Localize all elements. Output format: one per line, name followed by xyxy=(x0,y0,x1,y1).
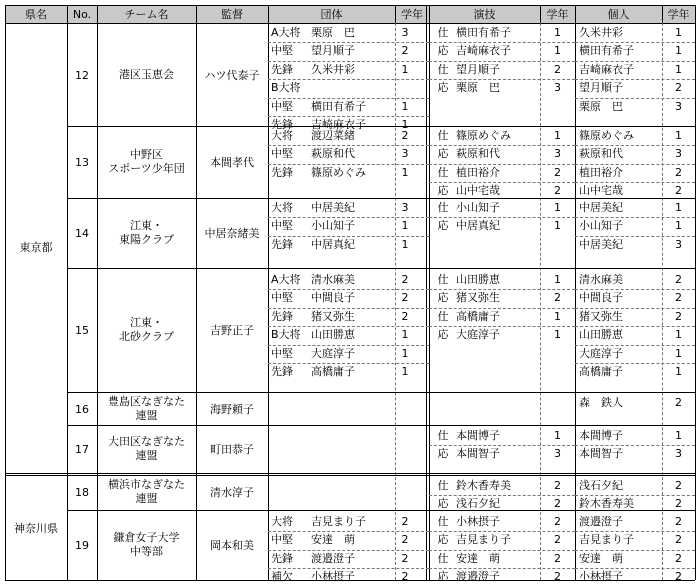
member-grade: 2 xyxy=(554,497,561,511)
member-name: 中居美紀 xyxy=(579,201,623,214)
team-number: 18 xyxy=(75,485,89,499)
member-name: 猪又弥生 xyxy=(311,309,355,323)
grid-row-line xyxy=(429,550,575,551)
engi-role: 応 xyxy=(437,81,449,95)
grid-row-line xyxy=(575,345,695,346)
member-grade: 1 xyxy=(675,62,682,76)
member-grade: 2 xyxy=(675,273,682,286)
member-name: 本間博子 xyxy=(579,429,623,442)
team-number: 17 xyxy=(75,443,89,456)
team-position: A大将 xyxy=(271,26,301,39)
grid-row-line xyxy=(429,495,575,496)
team-position: 補欠 xyxy=(271,570,293,584)
grid-row-line xyxy=(268,79,429,80)
member-grade: 2 xyxy=(675,551,682,565)
member-name: 小林摂子 xyxy=(579,570,623,584)
coach-name: 海野頼子 xyxy=(210,402,254,416)
member-name: 横田有希子 xyxy=(456,26,511,39)
member-name: 中間良子 xyxy=(579,291,623,305)
member-name: 清水麻美 xyxy=(579,273,623,286)
member-grade: 2 xyxy=(554,551,561,565)
team-position: 先鋒 xyxy=(271,62,293,76)
member-name: 小林摂子 xyxy=(311,570,355,584)
member-name: 小山知子 xyxy=(456,201,500,214)
member-name: 萩原和代 xyxy=(579,147,623,161)
team-position: 大将 xyxy=(271,201,293,214)
engi-role: 仕 xyxy=(437,479,449,492)
coach-name: 町田恭子 xyxy=(210,443,254,456)
member-name: 安達 萌 xyxy=(579,551,623,565)
column-header: 団体 xyxy=(320,8,343,21)
member-name: 久米井彩 xyxy=(311,62,355,76)
member-name: 大庭淳子 xyxy=(311,346,355,360)
grid-row-line xyxy=(67,425,695,426)
team-name: 連盟 xyxy=(135,408,158,422)
engi-role: 仕 xyxy=(437,309,449,323)
column-header: 県名 xyxy=(25,8,47,21)
member-grade: 1 xyxy=(675,429,682,442)
member-grade: 3 xyxy=(675,147,682,161)
team-name: 鎌倉女子大学 xyxy=(113,531,180,544)
member-name: 久米井彩 xyxy=(579,26,623,39)
member-name: 中居美紀 xyxy=(311,201,355,214)
grid-row-line xyxy=(429,445,575,446)
team-position: 先鋒 xyxy=(271,237,293,251)
team-number: 16 xyxy=(75,402,89,416)
member-grade: 2 xyxy=(554,479,561,492)
team-position: 中堅 xyxy=(271,533,293,547)
grid-col-line xyxy=(268,5,269,580)
member-name: 栗原 巴 xyxy=(311,26,355,39)
grid-row-line xyxy=(429,289,575,290)
team-position: 先鋒 xyxy=(271,309,293,323)
grid-row-line xyxy=(429,164,575,165)
grid-row-line xyxy=(575,164,695,165)
member-grade: 2 xyxy=(401,44,409,58)
member-name: 高橋庸子 xyxy=(579,365,623,378)
engi-role: 仕 xyxy=(437,129,449,142)
grid-col-line xyxy=(426,5,427,580)
grid-row-line xyxy=(575,98,695,99)
member-grade: 2 xyxy=(554,533,561,547)
engi-role: 仕 xyxy=(437,165,449,179)
member-name: 渡辺菜緒 xyxy=(311,129,355,142)
grid-row-line xyxy=(429,326,575,327)
member-grade: 1 xyxy=(554,26,561,39)
engi-role: 応 xyxy=(437,533,449,547)
grid-row-line xyxy=(575,308,695,309)
member-name: 山中宅哉 xyxy=(456,184,500,198)
member-name: 吉崎麻衣子 xyxy=(311,118,366,131)
grid-row-line xyxy=(268,289,429,290)
member-name: 鈴木香寿美 xyxy=(579,497,634,511)
team-position: 中堅 xyxy=(271,291,293,305)
grid-col-line xyxy=(540,5,541,23)
member-name: 望月順子 xyxy=(456,62,500,76)
coach-name: 中居奈緒美 xyxy=(204,227,260,240)
team-name: 豊島区なぎなた xyxy=(108,394,185,408)
grid-col-line xyxy=(662,5,663,23)
grid-row-line xyxy=(268,345,429,346)
team-number: 13 xyxy=(75,156,89,169)
grid-row-line xyxy=(429,42,575,43)
member-grade: 3 xyxy=(554,81,561,95)
member-grade: 2 xyxy=(401,129,409,142)
member-name: 渡邉澄子 xyxy=(456,570,500,584)
member-name: 望月順子 xyxy=(311,44,355,58)
member-name: 本間智子 xyxy=(579,447,623,461)
team-position: 中堅 xyxy=(271,147,293,161)
grid-row-line xyxy=(575,531,695,532)
grid-row-line xyxy=(268,217,429,218)
member-name: 鈴木香寿美 xyxy=(456,479,511,492)
member-grade: 2 xyxy=(675,570,682,584)
member-grade: 2 xyxy=(401,291,409,305)
engi-role: 仕 xyxy=(437,62,449,76)
member-name: 高橋庸子 xyxy=(456,309,500,323)
grid-row-line xyxy=(575,445,695,446)
grid-row-line xyxy=(575,182,695,183)
member-name: 猪又弥生 xyxy=(579,309,623,323)
member-grade: 2 xyxy=(554,165,561,179)
engi-role: 応 xyxy=(437,291,449,305)
grid-row-line xyxy=(268,98,429,99)
column-header: No. xyxy=(72,8,92,21)
grid-row-line xyxy=(429,61,575,62)
member-name: 横田有希子 xyxy=(579,44,634,58)
member-grade: 1 xyxy=(675,365,682,378)
grid-col-line xyxy=(5,5,6,580)
member-name: 吉崎麻衣子 xyxy=(456,44,511,58)
grid-row-line xyxy=(268,145,429,146)
column-header: 個人 xyxy=(607,8,630,21)
member-grade: 2 xyxy=(554,570,561,584)
coach-name: ハツ代泰子 xyxy=(204,68,260,82)
member-name: 小林摂子 xyxy=(456,515,500,528)
coach-name: 清水淳子 xyxy=(210,485,254,499)
grid-row-line xyxy=(575,326,695,327)
engi-role: 仕 xyxy=(437,201,449,214)
prefecture-name: 東京都 xyxy=(19,241,53,254)
member-name: 大庭淳子 xyxy=(456,328,500,342)
member-name: 浅石夕紀 xyxy=(456,497,500,511)
member-grade: 1 xyxy=(675,328,682,342)
grid-row-line xyxy=(268,116,429,117)
member-name: 大庭淳子 xyxy=(579,346,623,360)
team-number: 14 xyxy=(75,227,89,240)
grid-col-line xyxy=(429,5,430,580)
member-grade: 2 xyxy=(675,515,682,528)
member-name: 山中宅哉 xyxy=(579,184,623,198)
member-grade: 1 xyxy=(554,273,561,286)
member-name: 中居真紀 xyxy=(311,237,355,251)
member-grade: 3 xyxy=(675,237,682,251)
engi-role: 仕 xyxy=(437,515,449,528)
member-grade: 1 xyxy=(675,129,682,142)
member-grade: 3 xyxy=(401,26,409,39)
coach-name: 本間孝代 xyxy=(210,156,254,169)
grid-row-line xyxy=(5,5,695,6)
member-grade: 2 xyxy=(675,479,682,492)
grid-row-line xyxy=(429,145,575,146)
member-name: 篠原めぐみ xyxy=(311,165,366,179)
member-grade: 1 xyxy=(675,44,682,58)
grid-row-line xyxy=(5,475,695,476)
member-name: 植田裕介 xyxy=(456,165,500,179)
team-name: 東陽クラブ xyxy=(119,233,174,246)
member-name: 吉見まり子 xyxy=(456,533,511,547)
grid-row-line xyxy=(575,550,695,551)
engi-role: 応 xyxy=(437,497,449,511)
engi-role: 仕 xyxy=(437,551,449,565)
column-header: 演技 xyxy=(473,8,496,21)
grid-row-line xyxy=(268,42,429,43)
grid-row-line xyxy=(268,550,429,551)
member-grade: 2 xyxy=(401,551,409,565)
engi-role: 応 xyxy=(437,570,449,584)
grid-row-line xyxy=(429,182,575,183)
grid-row-line xyxy=(575,363,695,364)
member-grade: 1 xyxy=(554,44,561,58)
grid-row-line xyxy=(268,236,429,237)
team-name: 中野区 xyxy=(130,148,163,161)
member-grade: 3 xyxy=(675,447,682,461)
grid-col-line xyxy=(395,5,396,23)
member-grade: 1 xyxy=(401,165,409,179)
team-position: 先鋒 xyxy=(271,165,293,179)
member-grade: 2 xyxy=(401,273,409,286)
member-name: 本間智子 xyxy=(456,447,500,461)
team-name: 大田区なぎなた xyxy=(108,435,185,448)
team-number: 19 xyxy=(75,539,89,552)
team-position: 中堅 xyxy=(271,44,293,58)
team-name: 連盟 xyxy=(135,449,158,462)
grid-row-line xyxy=(268,568,429,569)
member-name: 栗原 巴 xyxy=(579,99,623,113)
engi-role: 応 xyxy=(437,44,449,58)
team-position: B大将 xyxy=(271,81,301,95)
grid-row-line xyxy=(268,308,429,309)
member-grade: 1 xyxy=(554,429,561,442)
member-grade: 2 xyxy=(401,309,409,323)
member-grade: 1 xyxy=(401,365,409,378)
engi-role: 仕 xyxy=(437,429,449,442)
grid-row-line xyxy=(575,61,695,62)
member-grade: 3 xyxy=(401,201,409,214)
grid-row-line xyxy=(429,217,575,218)
member-name: 猪又弥生 xyxy=(456,291,500,305)
team-name: 横浜市なぎなた xyxy=(108,477,185,491)
member-name: 萩原和代 xyxy=(311,147,355,161)
grid-row-line xyxy=(5,23,695,24)
team-position: 大将 xyxy=(271,129,293,142)
member-name: 吉見まり子 xyxy=(311,515,366,528)
member-grade: 1 xyxy=(401,99,409,113)
team-position: 大将 xyxy=(271,515,293,528)
grid-col-line xyxy=(695,5,696,580)
grid-row-line xyxy=(67,268,695,269)
team-number: 12 xyxy=(75,68,89,82)
member-grade: 2 xyxy=(554,291,561,305)
engi-role: 仕 xyxy=(437,26,449,39)
grid-row-line xyxy=(67,198,695,199)
member-grade: 2 xyxy=(401,533,409,547)
member-name: 吉崎麻衣子 xyxy=(579,62,634,76)
team-number: 15 xyxy=(75,324,89,337)
column-header: 学年 xyxy=(546,8,569,21)
team-name: 連盟 xyxy=(135,491,158,505)
member-name: 植田裕介 xyxy=(579,165,623,179)
member-name: 小山知子 xyxy=(579,219,623,233)
member-name: 小山知子 xyxy=(311,219,355,233)
team-position: 先鋒 xyxy=(271,365,293,378)
member-name: 中居美紀 xyxy=(579,237,623,251)
member-grade: 2 xyxy=(675,396,682,409)
member-name: 栗原 巴 xyxy=(456,81,500,95)
team-position: 中堅 xyxy=(271,219,293,233)
grid-row-line xyxy=(575,145,695,146)
team-position: 先鋒 xyxy=(271,118,293,131)
team-position: 先鋒 xyxy=(271,551,293,565)
member-grade: 2 xyxy=(675,533,682,547)
member-name: 安達 萌 xyxy=(311,533,355,547)
member-name: 吉見まり子 xyxy=(579,533,634,547)
member-grade: 3 xyxy=(675,99,682,113)
member-name: 本間博子 xyxy=(456,429,500,442)
prefecture-name: 神奈川県 xyxy=(14,522,58,535)
coach-name: 吉野正子 xyxy=(210,324,254,337)
team-position: 中堅 xyxy=(271,99,293,113)
member-name: 篠原めぐみ xyxy=(456,129,511,142)
engi-role: 応 xyxy=(437,447,449,461)
member-name: 渡邉澄子 xyxy=(579,515,623,528)
member-name: 渡邉澄子 xyxy=(311,551,355,565)
member-name: 篠原めぐみ xyxy=(579,129,634,142)
team-name: 江東・ xyxy=(130,316,163,329)
team-name: 港区玉恵会 xyxy=(119,67,174,81)
grid-row-line xyxy=(268,326,429,327)
member-grade: 2 xyxy=(675,309,682,323)
member-grade: 1 xyxy=(554,309,561,323)
member-grade: 1 xyxy=(554,129,561,142)
member-name: 浅石夕紀 xyxy=(579,479,623,492)
member-name: 中居真紀 xyxy=(456,219,500,233)
column-header: 学年 xyxy=(667,8,690,21)
member-name: 望月順子 xyxy=(579,81,623,95)
member-grade: 2 xyxy=(401,515,409,528)
grid-row-line xyxy=(429,531,575,532)
member-name: 山田勝恵 xyxy=(456,273,500,286)
grid-row-line xyxy=(575,236,695,237)
column-header: チーム名 xyxy=(124,8,169,21)
team-name: スポーツ少年団 xyxy=(108,162,185,175)
column-header: 監督 xyxy=(221,8,243,21)
grid-row-line xyxy=(67,392,695,393)
grid-row-line xyxy=(575,289,695,290)
member-name: 中間良子 xyxy=(311,291,355,305)
member-grade: 1 xyxy=(401,219,409,233)
engi-role: 応 xyxy=(437,147,449,161)
grid-row-line xyxy=(575,217,695,218)
grid-row-line xyxy=(429,79,575,80)
grid-row-line xyxy=(575,495,695,496)
member-name: 清水麻美 xyxy=(311,273,355,286)
grid-col-line xyxy=(575,5,576,580)
member-grade: 2 xyxy=(675,184,682,198)
member-grade: 1 xyxy=(401,237,409,251)
member-grade: 2 xyxy=(401,570,409,584)
member-grade: 3 xyxy=(401,147,409,161)
coach-name: 岡本和美 xyxy=(210,539,254,552)
grid-row-line xyxy=(268,61,429,62)
engi-role: 仕 xyxy=(437,273,449,286)
member-name: 山田勝恵 xyxy=(311,328,355,342)
member-grade: 1 xyxy=(401,62,409,76)
team-position: A大将 xyxy=(271,273,301,286)
grid-row-line xyxy=(575,79,695,80)
grid-row-line xyxy=(575,568,695,569)
member-grade: 3 xyxy=(554,447,561,461)
member-grade: 1 xyxy=(554,201,561,214)
member-grade: 3 xyxy=(554,147,561,161)
engi-role: 応 xyxy=(437,184,449,198)
member-grade: 2 xyxy=(675,81,682,95)
member-name: 横田有希子 xyxy=(311,99,366,113)
grid-row-line xyxy=(575,42,695,43)
member-grade: 1 xyxy=(401,118,409,131)
grid-row-line xyxy=(268,363,429,364)
member-grade: 2 xyxy=(675,497,682,511)
grid-row-line xyxy=(5,473,695,474)
engi-role: 応 xyxy=(437,328,449,342)
member-grade: 2 xyxy=(675,165,682,179)
member-grade: 1 xyxy=(554,328,561,342)
member-grade: 1 xyxy=(675,219,682,233)
member-grade: 1 xyxy=(401,346,409,360)
member-grade: 2 xyxy=(554,184,561,198)
member-name: 安達 萌 xyxy=(456,551,500,565)
column-header: 学年 xyxy=(401,8,423,21)
member-grade: 2 xyxy=(675,291,682,305)
member-grade: 1 xyxy=(401,328,409,342)
member-grade: 2 xyxy=(554,62,561,76)
grid-row-line xyxy=(268,164,429,165)
team-name: 北砂クラブ xyxy=(119,330,174,343)
member-name: 萩原和代 xyxy=(456,147,500,161)
engi-role: 応 xyxy=(437,219,449,233)
grid-row-line xyxy=(429,308,575,309)
member-name: 山田勝恵 xyxy=(579,328,623,342)
member-grade: 2 xyxy=(554,515,561,528)
team-name: 江東・ xyxy=(130,219,163,232)
member-grade: 1 xyxy=(675,26,682,39)
team-position: 中堅 xyxy=(271,346,293,360)
team-position: B大将 xyxy=(271,328,301,342)
grid-row-line xyxy=(429,568,575,569)
member-grade: 1 xyxy=(675,346,682,360)
member-name: 高橋庸子 xyxy=(311,365,355,378)
team-name: 中等部 xyxy=(130,545,163,558)
member-grade: 1 xyxy=(554,219,561,233)
member-grade: 1 xyxy=(675,201,682,214)
member-name: 森 鉄人 xyxy=(579,396,623,409)
grid-row-line xyxy=(268,531,429,532)
